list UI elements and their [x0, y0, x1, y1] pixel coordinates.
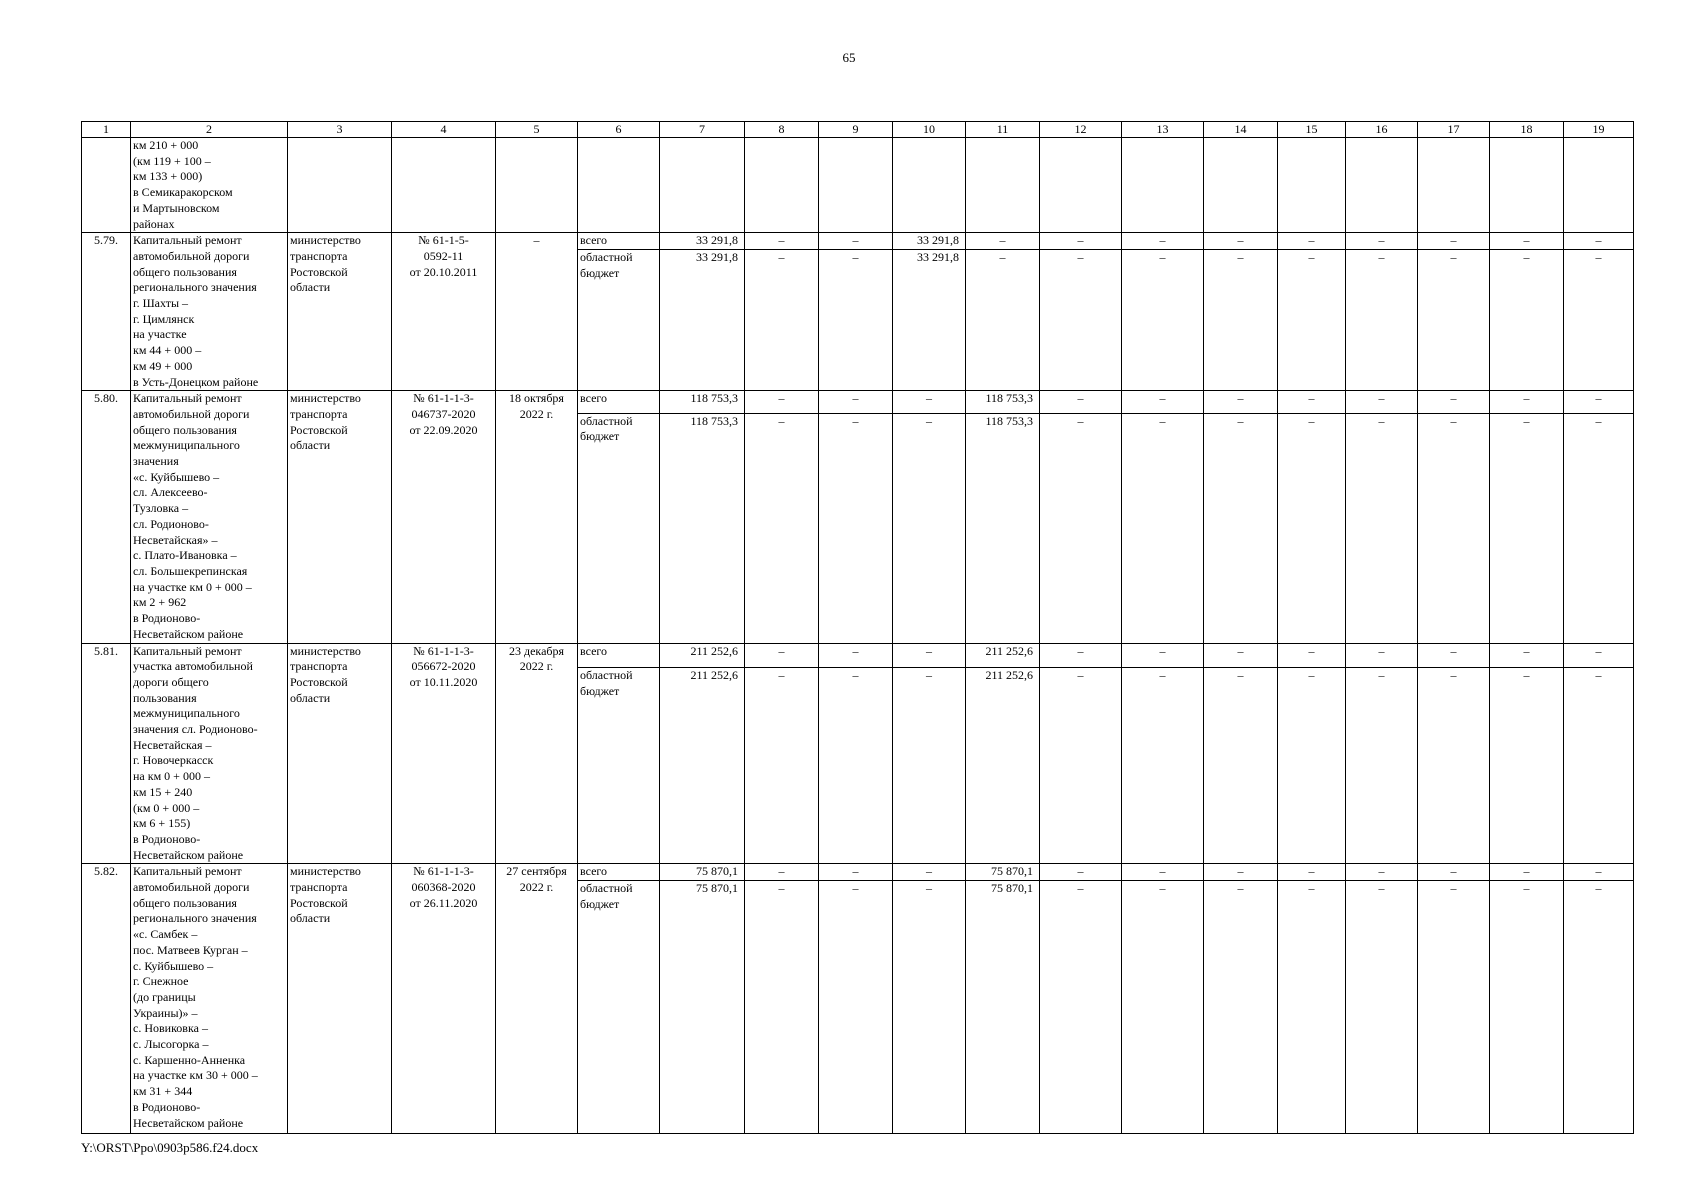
year-value-14: – [1204, 413, 1278, 643]
year-value-13: – [1122, 643, 1204, 668]
empty-cell [392, 138, 496, 233]
funding-source: всего [578, 643, 660, 668]
funding-source: областной бюджет [578, 881, 660, 1134]
table-row [82, 391, 1634, 413]
year-value-16: – [1346, 668, 1418, 864]
year-value-18: – [1490, 668, 1564, 864]
object-name: Капитальный ремонт автомобильной дороги общего пользования регионального значения «с. Самбек – пос. Матвеев Курган – с. Куйбышево – г. Снежное (до границы Украины)» – с. Новиковка – с. Лысогорка – с. Каршенно-Анненка на участке км 30 + 000 – км 31 + 344 в Родионово- Несветайском районе [131, 864, 288, 1134]
year-value-15: – [1278, 250, 1346, 391]
year-value-15: – [1278, 643, 1346, 668]
expertise-document: № 61-1-1-3- 056672-2020 от 10.11.2020 [392, 643, 496, 864]
year-value-18: – [1490, 391, 1564, 413]
column-header-13: 13 [1122, 122, 1204, 138]
year-value-9: – [819, 233, 893, 250]
year-value-18: – [1490, 881, 1564, 1134]
year-value-12: – [1040, 233, 1122, 250]
table-row [82, 643, 1634, 668]
year-value-9: – [819, 643, 893, 668]
responsible-organization: министерство транспорта Ростовской области [288, 391, 392, 643]
year-value-18: – [1490, 643, 1564, 668]
empty-cell [819, 138, 893, 233]
year-value-10: – [893, 881, 966, 1134]
column-header-15: 15 [1278, 122, 1346, 138]
year-value-10: – [893, 413, 966, 643]
year-value-17: – [1418, 643, 1490, 668]
empty-cell [82, 138, 131, 233]
responsible-organization: министерство транспорта Ростовской области [288, 233, 392, 391]
year-value-19: – [1564, 233, 1634, 250]
year-value-9: – [819, 391, 893, 413]
column-header-5: 5 [496, 122, 578, 138]
year-value-17: – [1418, 391, 1490, 413]
year-value-19: – [1564, 413, 1634, 643]
column-header-8: 8 [745, 122, 819, 138]
column-header-14: 14 [1204, 122, 1278, 138]
funding-source: всего [578, 233, 660, 250]
year-value-11: 118 753,3 [966, 413, 1040, 643]
year-value-18: – [1490, 250, 1564, 391]
page-number: 65 [842, 50, 856, 65]
year-value-14: – [1204, 391, 1278, 413]
column-header-19: 19 [1564, 122, 1634, 138]
column-header-18: 18 [1490, 122, 1564, 138]
year-value-17: – [1418, 233, 1490, 250]
year-value-12: – [1040, 413, 1122, 643]
empty-cell [966, 138, 1040, 233]
funding-source: всего [578, 391, 660, 413]
year-value-16: – [1346, 864, 1418, 881]
year-value-16: – [1346, 413, 1418, 643]
funding-source: всего [578, 864, 660, 881]
year-value-15: – [1278, 233, 1346, 250]
year-value-8: – [745, 864, 819, 881]
expertise-document: № 61-1-5- 0592-11 от 20.10.2011 [392, 233, 496, 391]
entry-number: 5.81. [82, 643, 131, 864]
column-header-4: 4 [392, 122, 496, 138]
year-value-8: – [745, 233, 819, 250]
empty-cell [893, 138, 966, 233]
year-value-9: – [819, 881, 893, 1134]
continuation-row [82, 138, 1634, 233]
year-value-12: – [1040, 643, 1122, 668]
year-value-16: – [1346, 881, 1418, 1134]
year-value-8: – [745, 391, 819, 413]
column-number-row [82, 122, 1634, 138]
empty-cell [1418, 138, 1490, 233]
column-header-6: 6 [578, 122, 660, 138]
year-value-10: – [893, 391, 966, 413]
responsible-organization: министерство транспорта Ростовской области [288, 643, 392, 864]
funding-table [81, 121, 1634, 1134]
expertise-document: № 61-1-1-3- 060368-2020 от 26.11.2020 [392, 864, 496, 1134]
year-value-10: 33 291,8 [893, 250, 966, 391]
completion-date: – [496, 233, 578, 391]
column-header-1: 1 [82, 122, 131, 138]
year-value-13: – [1122, 250, 1204, 391]
funding-source: областной бюджет [578, 668, 660, 864]
year-value-8: – [745, 643, 819, 668]
year-value-13: – [1122, 391, 1204, 413]
year-value-17: – [1418, 864, 1490, 881]
year-value-11: 211 252,6 [966, 668, 1040, 864]
year-value-15: – [1278, 668, 1346, 864]
year-value-8: – [745, 881, 819, 1134]
year-value-9: – [819, 250, 893, 391]
empty-cell [1346, 138, 1418, 233]
year-value-14: – [1204, 881, 1278, 1134]
empty-cell [1278, 138, 1346, 233]
object-name: Капитальный ремонт участка автомобильной дороги общего пользования межмуниципального значения сл. Родионово- Несветайская – г. Новочеркасск на км 0 + 000 – км 15 + 240 (км 0 + 000 – км 6 + 155) в Родионово- Несветайском районе [131, 643, 288, 864]
empty-cell [496, 138, 578, 233]
column-header-9: 9 [819, 122, 893, 138]
year-value-16: – [1346, 250, 1418, 391]
year-value-12: – [1040, 250, 1122, 391]
year-value-17: – [1418, 413, 1490, 643]
empty-cell [1564, 138, 1634, 233]
column-header-11: 11 [966, 122, 1040, 138]
total-amount: 211 252,6 [660, 643, 745, 668]
year-value-10: – [893, 864, 966, 881]
empty-cell [1204, 138, 1278, 233]
year-value-12: – [1040, 864, 1122, 881]
year-value-12: – [1040, 391, 1122, 413]
year-value-19: – [1564, 864, 1634, 881]
responsible-organization: министерство транспорта Ростовской области [288, 864, 392, 1134]
year-value-14: – [1204, 250, 1278, 391]
year-value-9: – [819, 864, 893, 881]
year-value-15: – [1278, 391, 1346, 413]
total-amount: 118 753,3 [660, 413, 745, 643]
footer-file-path: Y:\ORST\Ppo\0903p586.f24.docx [81, 1140, 259, 1155]
year-value-19: – [1564, 881, 1634, 1134]
completion-date: 18 октября 2022 г. [496, 391, 578, 643]
year-value-11: 118 753,3 [966, 391, 1040, 413]
table-row [82, 864, 1634, 881]
year-value-13: – [1122, 668, 1204, 864]
year-value-16: – [1346, 391, 1418, 413]
total-amount: 211 252,6 [660, 668, 745, 864]
entry-number: 5.79. [82, 233, 131, 391]
year-value-19: – [1564, 643, 1634, 668]
year-value-18: – [1490, 864, 1564, 881]
year-value-11: – [966, 250, 1040, 391]
year-value-11: 75 870,1 [966, 881, 1040, 1134]
year-value-15: – [1278, 881, 1346, 1134]
year-value-17: – [1418, 668, 1490, 864]
year-value-19: – [1564, 391, 1634, 413]
column-header-7: 7 [660, 122, 745, 138]
column-header-3: 3 [288, 122, 392, 138]
completion-date: 23 декабря 2022 г. [496, 643, 578, 864]
year-value-14: – [1204, 864, 1278, 881]
year-value-10: – [893, 668, 966, 864]
year-value-14: – [1204, 668, 1278, 864]
year-value-9: – [819, 668, 893, 864]
expertise-document: № 61-1-1-3- 046737-2020 от 22.09.2020 [392, 391, 496, 643]
total-amount: 33 291,8 [660, 250, 745, 391]
funding-source: областной бюджет [578, 413, 660, 643]
empty-cell [745, 138, 819, 233]
completion-date: 27 сентября 2022 г. [496, 864, 578, 1134]
year-value-18: – [1490, 233, 1564, 250]
object-name: Капитальный ремонт автомобильной дороги общего пользования регионального значения г. Шахты – г. Цимлянск на участке км 44 + 000 – км 49 + 000 в Усть-Донецком районе [131, 233, 288, 391]
empty-cell [578, 138, 660, 233]
column-header-12: 12 [1040, 122, 1122, 138]
object-name: Капитальный ремонт автомобильной дороги общего пользования межмуниципального значения «с. Куйбышево – сл. Алексеево- Тузловка – сл. Родионово- Несветайская» – с. Плато-Ивановка – сл. Большекрепинская на участке км 0 + 000 – км 2 + 962 в Родионово- Несветайском районе [131, 391, 288, 643]
column-header-16: 16 [1346, 122, 1418, 138]
year-value-15: – [1278, 413, 1346, 643]
total-amount: 33 291,8 [660, 233, 745, 250]
year-value-11: 211 252,6 [966, 643, 1040, 668]
empty-cell [660, 138, 745, 233]
year-value-8: – [745, 250, 819, 391]
year-value-12: – [1040, 881, 1122, 1134]
year-value-11: – [966, 233, 1040, 250]
year-value-10: 33 291,8 [893, 233, 966, 250]
year-value-16: – [1346, 643, 1418, 668]
year-value-11: 75 870,1 [966, 864, 1040, 881]
year-value-13: – [1122, 881, 1204, 1134]
empty-cell [1122, 138, 1204, 233]
continued-object-name: км 210 + 000 (км 119 + 100 – км 133 + 000) в Семикаракорском и Мартыновском районах [131, 138, 288, 233]
year-value-12: – [1040, 668, 1122, 864]
year-value-10: – [893, 643, 966, 668]
year-value-18: – [1490, 413, 1564, 643]
year-value-14: – [1204, 643, 1278, 668]
entry-number: 5.80. [82, 391, 131, 643]
total-amount: 118 753,3 [660, 391, 745, 413]
entry-number: 5.82. [82, 864, 131, 1134]
table-row [82, 233, 1634, 250]
column-header-17: 17 [1418, 122, 1490, 138]
year-value-8: – [745, 413, 819, 643]
total-amount: 75 870,1 [660, 864, 745, 881]
empty-cell [1040, 138, 1122, 233]
column-header-10: 10 [893, 122, 966, 138]
funding-source: областной бюджет [578, 250, 660, 391]
empty-cell [1490, 138, 1564, 233]
year-value-13: – [1122, 864, 1204, 881]
total-amount: 75 870,1 [660, 881, 745, 1134]
year-value-16: – [1346, 233, 1418, 250]
year-value-17: – [1418, 250, 1490, 391]
year-value-13: – [1122, 233, 1204, 250]
year-value-9: – [819, 413, 893, 643]
year-value-13: – [1122, 413, 1204, 643]
year-value-8: – [745, 668, 819, 864]
empty-cell [288, 138, 392, 233]
column-header-2: 2 [131, 122, 288, 138]
year-value-17: – [1418, 881, 1490, 1134]
year-value-19: – [1564, 668, 1634, 864]
year-value-14: – [1204, 233, 1278, 250]
year-value-15: – [1278, 864, 1346, 881]
year-value-19: – [1564, 250, 1634, 391]
